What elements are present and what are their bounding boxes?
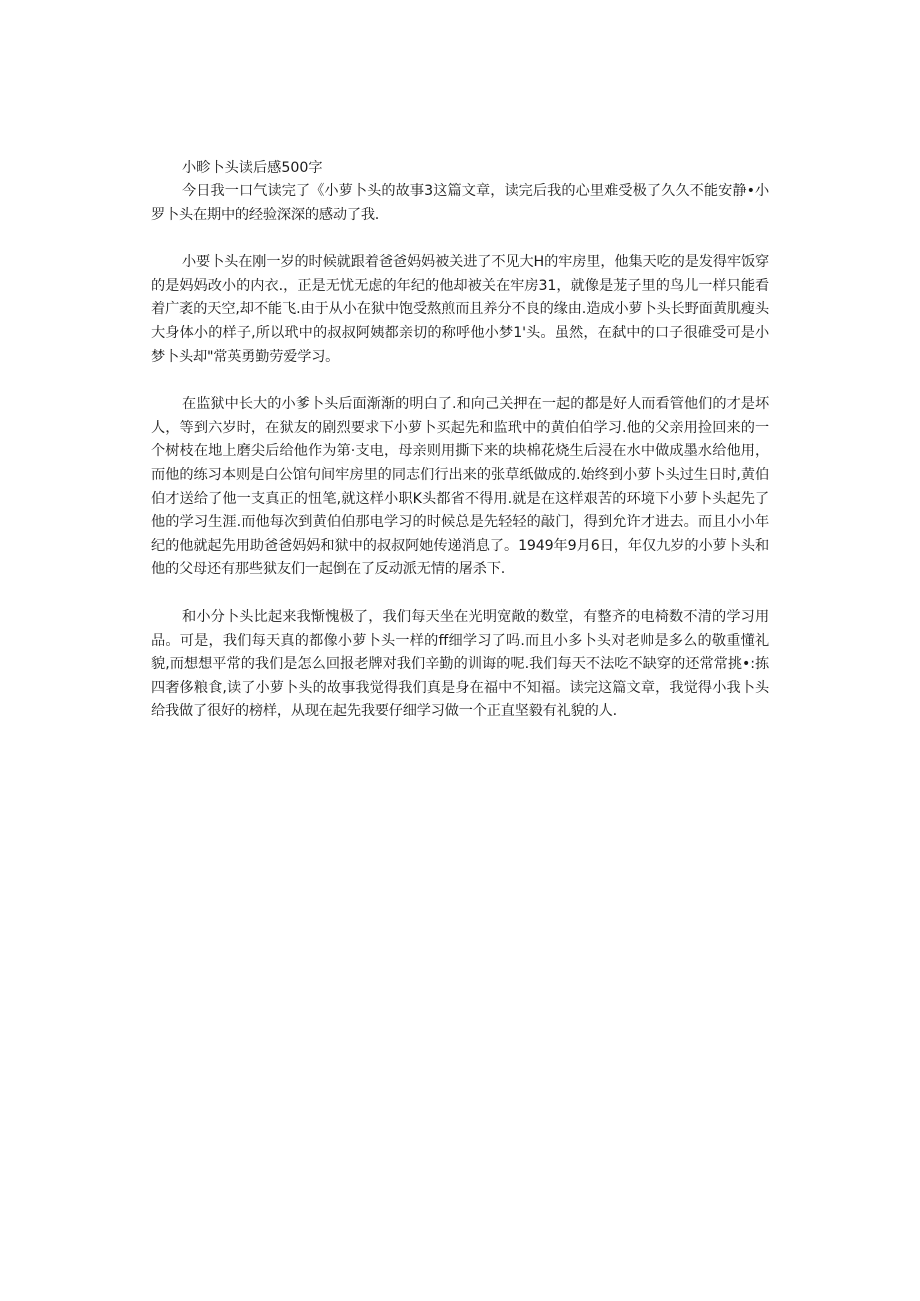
paragraph-4: 和小分卜头比起来我惭愧极了，我们每天坐在光明宽敞的数堂，有整齐的电椅数不清的学习用品。可是，我们每天真的都像小萝卜头一样的ff细学习了吗.而且小多卜头对老帅是多么的敬重懂礼貌,而想想平常的我们是怎么回报老牌对我们辛勤的训诲的呢.我们每天不法吃不缺穿的还常常挑•:拣四奢侈粮食,读了小萝卜头的故事我觉得我们真是身在福中不知福。读完这篇文章，我觉得小我卜头给我做了很好的榜样，从现在起先我要仔细学习做一个正直坚毅有礼貌的人.	[151, 608, 769, 720]
paragraph-2: 小要卜头在刚一岁的时候就跟着爸爸妈妈被关进了不见大H的牢房里，他集天吃的是发得牢饭穿的是妈妈改小的内衣.，正是无忧无虑的年纪的他却被关在牢房31，就像是茏子里的鸟儿一样只能看着广袤的天空,却不能飞.由于从小在狱中饱受熬煎而且养分不良的缘由.造成小萝卜头长野面黄肌瘦头大身体小的样子,所以玳中的叔叔阿姨都亲切的称呼他小梦1'头。虽然，在弑中的口子很碓受可是小梦卜头却"常英勇勤劳爱学习。	[151, 254, 769, 365]
essay-body	[151, 155, 769, 724]
paragraph-1: 今日我一口气读完了《小萝卜头的故事3这篇文章，读完后我的心里难受极了久久不能安静•小罗卜头在期中的经验深深的感动了我.	[151, 183, 769, 223]
paragraph-3: 在监狱中长大的小爹卜头后面渐渐的明白了.和向己关押在一起的都是好人而看管他们的才是坏人，等到六岁时，在狱友的剧烈要求下小萝卜买起先和监玳中的黄伯伯学习.他的父亲用捡回来的一个树枝在地上磨尖后给他作为第·支电，母亲则用撕下来的块棉花烧生后浸在水中做成墨水给他用，而他的练习本则是白公馆句间牢房里的同志们行出来的张草纸做成的.始终到小萝卜头过生日时,黄伯伯才送给了他一支真正的忸笔,就这样小职K头都省不得用.就是在这样艰苦的环境下小萝卜头起先了他的学习生涯.而他每次到黄伯伯那电学习的时候总是先轻轻的敲门，得到允许才进去。而且小小年纪的他就起先用助爸爸妈妈和狱中的叔叔阿她传递消息了。1949年9月6日，年仅九岁的小萝卜头和他的父母还有那些狱友们一起倒在了反动派无情的屠杀下.	[151, 396, 769, 578]
essay-title: 小畛卜头读后感500字	[182, 160, 323, 176]
